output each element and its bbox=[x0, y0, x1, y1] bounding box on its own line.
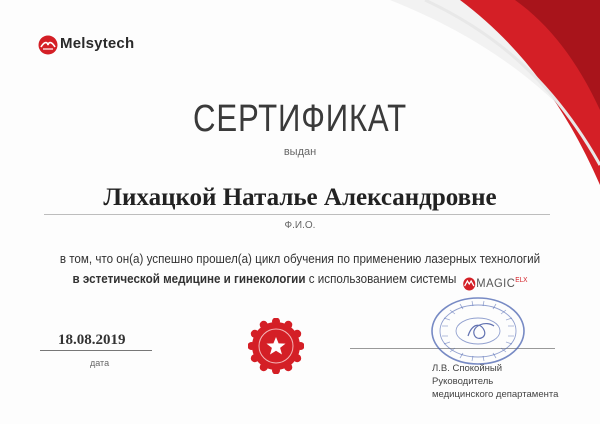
signer-position-2: медицинского департамента bbox=[432, 389, 559, 400]
recipient-name: Лихацкой Наталье Александровне bbox=[103, 184, 497, 211]
name-underline bbox=[44, 214, 550, 215]
date-caption: дата bbox=[90, 358, 110, 368]
signer-name: Л.В. Спокойный bbox=[432, 363, 503, 374]
magic-logo-icon bbox=[461, 277, 476, 291]
date-underline bbox=[40, 350, 152, 351]
blue-stamp-icon bbox=[428, 296, 528, 366]
body-text-line-2 bbox=[21, 272, 579, 291]
signer-position-1: Руководитель bbox=[432, 376, 494, 387]
body-text-rest: с использованием системы bbox=[308, 272, 457, 286]
red-seal-icon bbox=[248, 318, 304, 374]
magic-system-suffix: ELX bbox=[515, 276, 528, 284]
issued-label: выдан bbox=[283, 146, 317, 158]
melsytech-logo-icon bbox=[38, 35, 58, 55]
magic-system-logo bbox=[461, 276, 527, 291]
brand-name: Melsytech bbox=[60, 35, 135, 52]
body-text-bold: в эстетической медицине и гинекологии bbox=[72, 272, 306, 286]
issue-date: 18.08.2019 bbox=[58, 332, 126, 348]
signer-block bbox=[432, 362, 558, 401]
decorative-swoosh bbox=[350, 0, 600, 190]
body-text-line-1: в том, что он(а) успешно прошел(а) цикл обучения по применению лазерных технологий bbox=[59, 252, 541, 266]
certificate-title: СЕРТИФИКАТ bbox=[193, 98, 407, 140]
fio-caption: Ф.И.О. bbox=[284, 220, 316, 231]
magic-system-name: MAGIC bbox=[476, 276, 516, 290]
